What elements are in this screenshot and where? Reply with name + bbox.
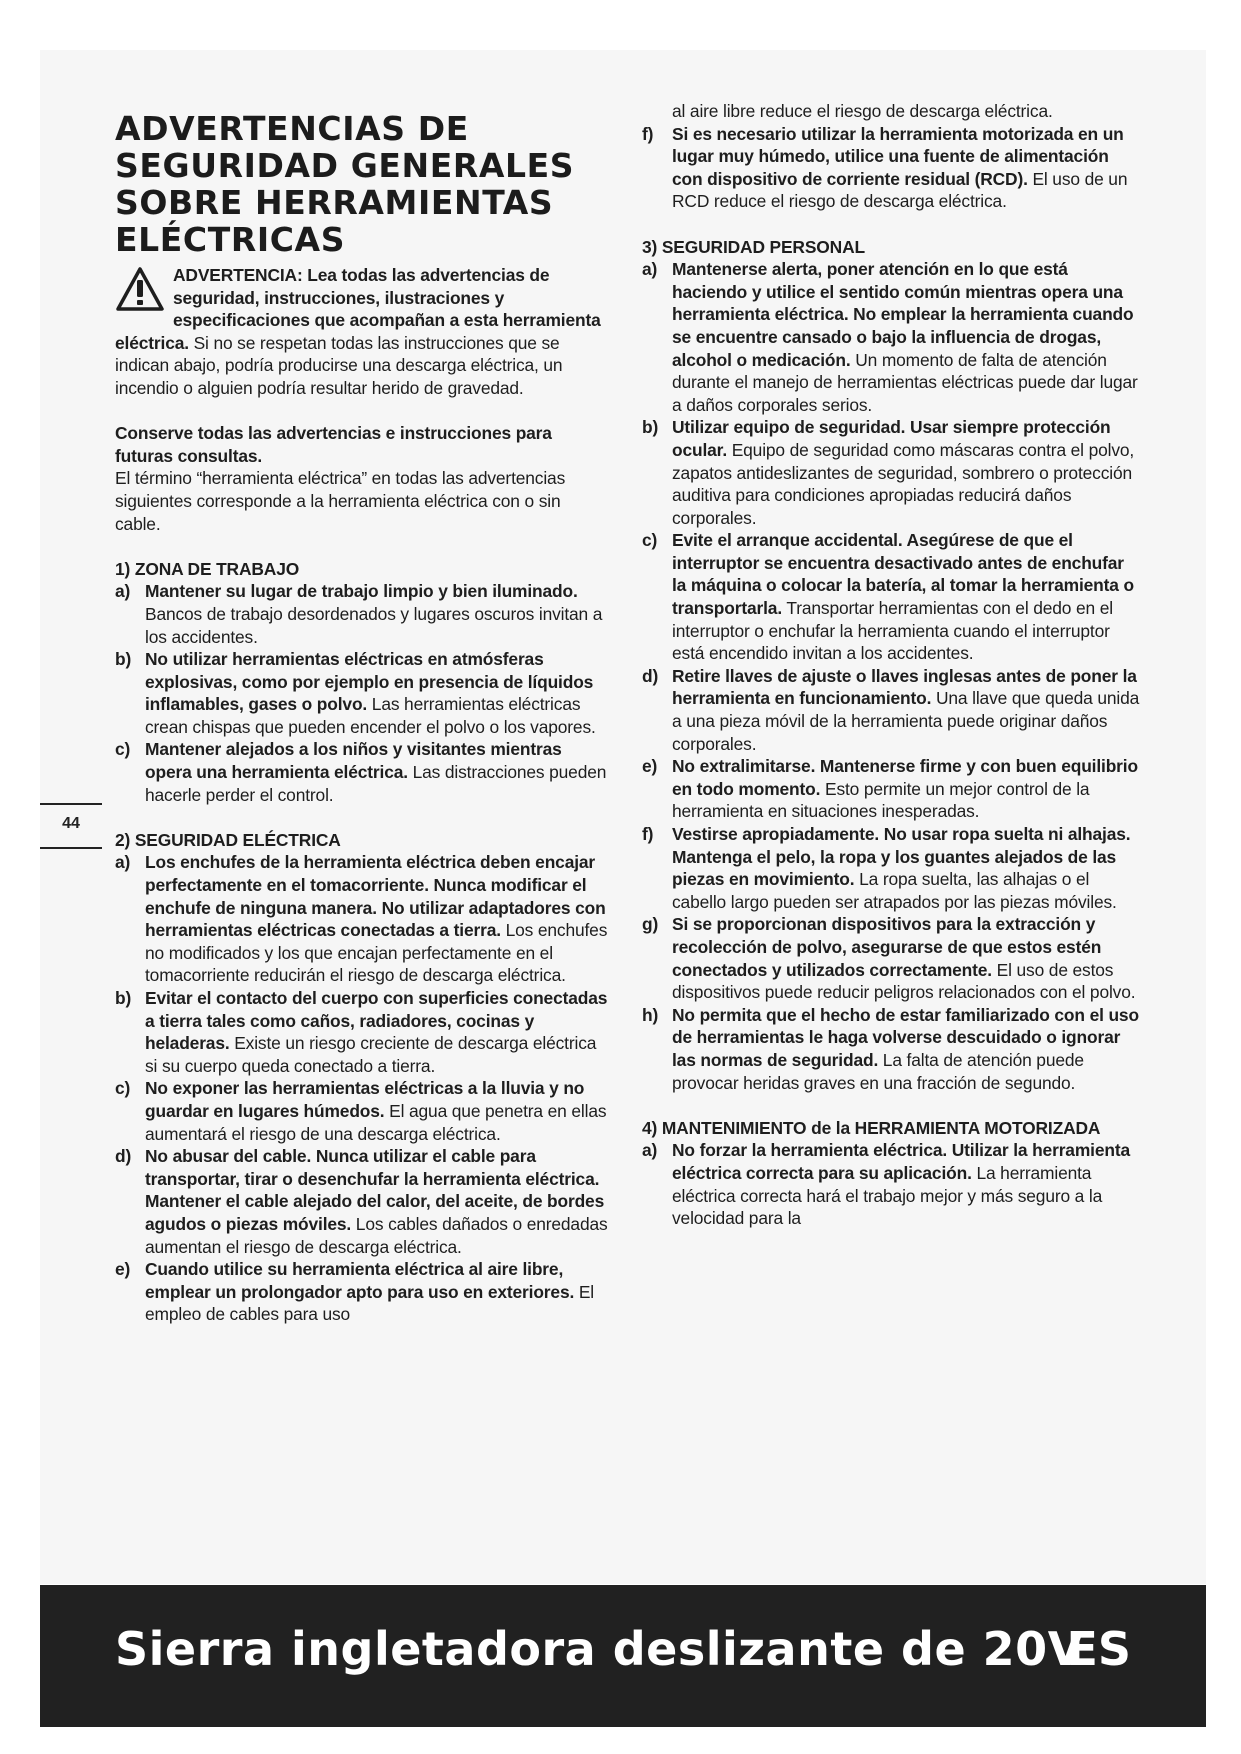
item-text: Bancos de trabajo desordenados y lugares oscuros invitan a los accidentes. — [145, 603, 603, 647]
title-line: ADVERTENCIAS DE — [115, 109, 469, 148]
language-code: ES — [1066, 1622, 1131, 1676]
tab-line-bottom — [40, 847, 102, 849]
item-letter: e) — [642, 756, 658, 777]
item-bold: No permita que el hecho de estar familiarizado con el uso de herramientas le haga volverse descuidado o ignorar las normas de seguridad. — [672, 1004, 1139, 1070]
list-item — [642, 529, 1142, 665]
footer-title: Sierra ingletadora deslizante de 20V — [115, 1622, 1084, 1676]
title-line: SEGURIDAD GENERALES — [115, 146, 575, 185]
item-bold: No extralimitarse. Mantenerse firme y con buen equilibrio en todo momento. — [672, 756, 1138, 799]
warning-text: Si no se respetan todas las instrucciones que se indican abajo, podría producirse una descarga eléctrica, un incendio o alguien podría resultar herido de gravedad. — [115, 332, 563, 398]
item-text: Un momento de falta de atención durante el manejo de herramientas eléctricas puede dar lugar a daños corporales serios. — [672, 349, 1138, 415]
item-text: Transportar herramientas con el dedo en el interruptor o enchufar la herramienta cuando el interruptor está encendido invitan a los accidentes. — [672, 598, 1113, 664]
item-letter: h) — [642, 1004, 659, 1025]
item-bold: Mantenerse alerta, poner atención en lo que está haciendo y utilice el sentido común mientras opera una herramienta eléctrica. No emplear la herramienta cuando se encuentre cansado o bajo la influencia de drogas, alcohol o medicación. — [672, 259, 1134, 370]
item-text: El agua que penetra en ellas aumentará el riesgo de una descarga eléctrica. — [145, 1100, 607, 1144]
footer-bar — [40, 1585, 1206, 1727]
item-letter: b) — [642, 417, 659, 438]
item-text: La falta de atención puede provocar heridas graves en una fracción de segundo. — [672, 1049, 1084, 1093]
item-text: Existe un riesgo creciente de descarga eléctrica si su cuerpo queda conectado a tierra. — [145, 1033, 597, 1076]
keep-instructions-text: El término “herramienta eléctrica” en todas las advertencias siguientes corresponde a la herramienta eléctrica con o sin cable. — [115, 468, 566, 534]
list-item — [115, 1145, 610, 1258]
item-bold: Evitar el contacto del cuerpo con superficies conectadas a tierra tales como caños, radiadores, cocinas y heladeras. — [145, 988, 608, 1054]
list-item — [115, 1258, 610, 1326]
page-number: 44 — [62, 815, 80, 832]
section-heading-maintenance: 4) MANTENIMIENTO de la HERRAMIENTA MOTORIZADA — [642, 1117, 1101, 1138]
warning-block — [115, 264, 610, 400]
item-letter: a) — [642, 259, 658, 280]
item-bold: Mantener su lugar de trabajo limpio y bien iluminado. — [145, 581, 578, 602]
item-bold: Evite el arranque accidental. Asegúrese de que el interruptor se encuentra desactivado antes de enchufar la máquina o colocar la batería, al tomar la herramienta o transportarla. — [672, 530, 1134, 619]
list-item — [642, 665, 1142, 755]
item-text: Las distracciones pueden hacerle perder el control. — [145, 762, 607, 805]
title-line: SOBRE HERRAMIENTAS — [115, 183, 554, 222]
item-text: La ropa suelta, las alhajas o el cabello largo pueden ser atrapados por las piezas móviles. — [672, 869, 1117, 912]
list-item — [642, 1004, 1142, 1094]
item-letter: d) — [642, 665, 659, 686]
item-bold: No exponer las herramientas eléctricas a la lluvia y no guardar en lugares húmedos. — [145, 1078, 585, 1121]
item-text: Las herramientas eléctricas crean chispas que pueden encender el polvo o los vapores. — [145, 694, 596, 737]
page-title — [115, 110, 610, 258]
item-bold: Mantener alejados a los niños y visitantes mientras opera una herramienta eléctrica. — [145, 739, 562, 783]
item-bold: Si es necesario utilizar la herramienta motorizada en un lugar muy húmedo, utilice una fuente de alimentación con dispositivo de corriente residual (RCD). — [672, 123, 1124, 189]
list-item — [642, 823, 1142, 913]
list-item — [115, 738, 610, 806]
item-letter: b) — [115, 988, 132, 1008]
list-item — [642, 913, 1142, 1003]
list-item — [115, 648, 610, 738]
item-letter: f) — [642, 824, 654, 844]
item-text: La herramienta eléctrica correcta hará el trabajo mejor y más seguro a la velocidad para la — [672, 1162, 1103, 1229]
item-text: El uso de estos dispositivos puede reducir peligros relacionados con el polvo. — [672, 959, 1136, 1003]
item-bold: Si se proporcionan dispositivos para la extracción y recolección de polvo, asegurarse de que estos estén conectados y utilizados correctamente. — [672, 914, 1102, 980]
left-column — [115, 100, 610, 1326]
item-bold: Cuando utilice su herramienta eléctrica al aire libre, emplear un prolongador apto para uso en exteriores. — [145, 1259, 575, 1302]
item-letter: c) — [115, 1078, 131, 1099]
list-item — [115, 580, 610, 648]
item-bold: Retire llaves de ajuste o llaves inglesas antes de poner la herramienta en funcionamiento. — [672, 665, 1137, 709]
item-text: Equipo de seguridad como máscaras contra el polvo, zapatos antideslizantes de seguridad, sombrero o protección auditiva para condiciones apropiadas reducirá daños corporales. — [672, 439, 1135, 528]
item-text: El uso de un RCD reduce el riesgo de descarga eléctrica. — [672, 168, 1128, 212]
warning-triangle-icon — [115, 266, 165, 312]
list-item — [642, 416, 1142, 529]
item-letter: g) — [642, 914, 659, 935]
list-item — [115, 987, 610, 1077]
item-letter: a) — [115, 852, 131, 873]
item-text: Esto permite un mejor control de la herramienta en situaciones inesperadas. — [672, 778, 1090, 822]
item-letter: c) — [115, 739, 131, 760]
item-letter: d) — [115, 1146, 132, 1167]
item-letter: a) — [115, 581, 131, 602]
right-column — [642, 100, 1142, 1230]
list-item — [642, 123, 1142, 213]
item-bold: No forzar la herramienta eléctrica. Utilizar la herramienta eléctrica correcta para su aplicación. — [672, 1140, 1130, 1183]
item-bold: Los enchufes de la herramienta eléctrica deben encajar perfectamente en el tomacorriente. Nunca modificar el enchufe de ninguna manera. No utilizar adaptadores con herramientas eléctricas conectadas a tierra. — [145, 852, 606, 941]
item-letter: a) — [642, 1140, 658, 1161]
section-heading-personal-safety: 3) SEGURIDAD PERSONAL — [642, 236, 865, 257]
item-text: Los cables dañados o enredadas aumentan el riesgo de descarga eléctrica. — [145, 1213, 608, 1257]
item-bold: Vestirse apropiadamente. No usar ropa suelta ni alhajas. Mantenga el pelo, la ropa y los guantes alejados de las piezas en movimiento. — [672, 824, 1131, 890]
section-heading-electrical-safety: 2) SEGURIDAD ELÉCTRICA — [115, 829, 341, 850]
item-letter: e) — [115, 1259, 131, 1280]
title-line: ELÉCTRICAS — [115, 220, 346, 259]
list-item — [115, 851, 610, 987]
page-number-tab — [40, 803, 102, 849]
warning-bold: ADVERTENCIA: Lea todas las advertencias de seguridad, instrucciones, ilustraciones y especificaciones que acompañan a esta herramienta eléctrica. — [115, 265, 601, 353]
item-letter: f) — [642, 123, 654, 144]
item-bold: No utilizar herramientas eléctricas en atmósferas explosivas, como por ejemplo en presencia de líquidos inflamables, gases o polvo. — [145, 649, 594, 715]
continuation-text: al aire libre reduce el riesgo de descarga eléctrica. — [672, 101, 1053, 121]
list-item — [642, 1139, 1142, 1229]
item-text: Una llave que queda unida a una pieza móvil de la herramienta puede originar daños corporales. — [672, 688, 1140, 754]
item-text: El empleo de cables para uso — [145, 1281, 595, 1325]
item-text: Los enchufes no modificados y los que encajan perfectamente en el tomacorriente reducirán el riesgo de descarga eléctrica. — [145, 920, 608, 986]
list-item — [642, 258, 1142, 416]
keep-instructions-heading: Conserve todas las advertencias e instrucciones para futuras consultas. — [115, 423, 552, 466]
item-bold: No abusar del cable. Nunca utilizar el cable para transportar, tirar o desenchufar la herramienta eléctrica. Mantener el cable alejado del calor, del aceite, de bordes agudos o piezas móviles. — [145, 1146, 605, 1234]
item-bold: Utilizar equipo de seguridad. Usar siempre protección ocular. — [672, 417, 1111, 460]
list-item — [115, 1077, 610, 1145]
tab-line-top — [40, 803, 102, 805]
item-letter: b) — [115, 649, 132, 670]
list-item — [642, 755, 1142, 823]
section-heading-work-area: 1) ZONA DE TRABAJO — [115, 558, 300, 579]
item-letter: c) — [642, 530, 658, 551]
